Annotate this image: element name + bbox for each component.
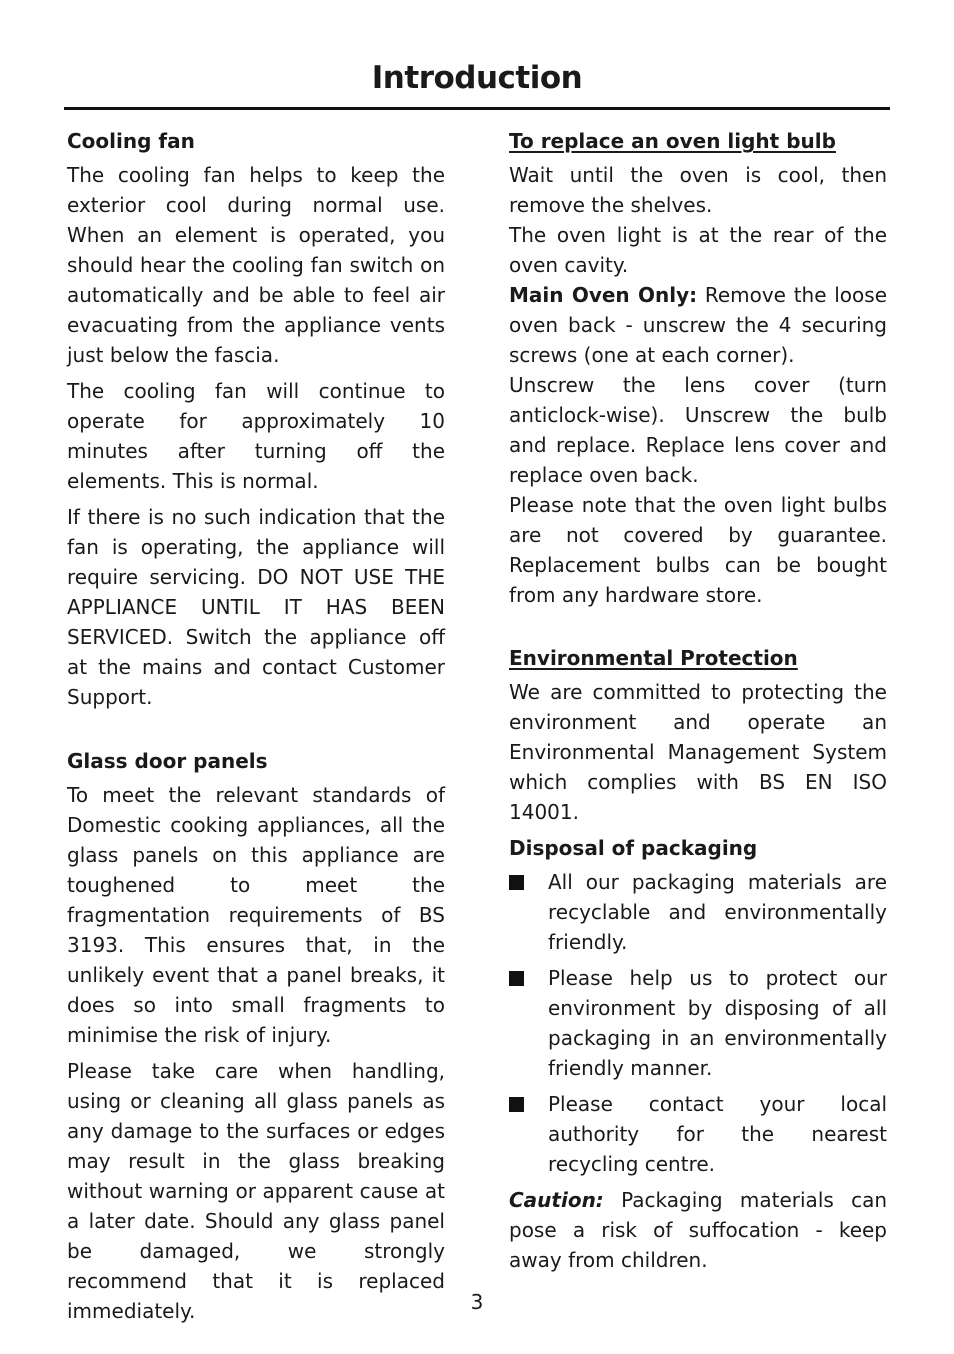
page-number: 3 [470,1290,484,1314]
packaging-list [509,867,887,1179]
square-bullet-icon [509,1097,524,1112]
oven-bulb-paragraph-3 [509,280,887,370]
glass-door-paragraph-1: To meet the relevant standards of Domestic cooking appliances, all the glass panels on this appliance are toughened to meet the fragmentation requirements of BS 3193. This ensures that, in the unlikely event that a panel breaks, it does so into small fragments to minimise the risk of injury. [67,783,445,1047]
packaging-heading: Disposal of packaging [509,836,758,860]
caution-label: Caution: [509,1188,604,1212]
glass-door-heading: Glass door panels [67,749,268,773]
oven-bulb-paragraph-2: The oven light is at the rear of the oven cavity. [509,223,887,277]
page-title: Introduction [371,60,583,96]
oven-bulb-heading: To replace an oven light bulb [509,129,836,153]
cooling-fan-paragraph-2: The cooling fan will continue to operate for approximately 10 minutes after turning off the elements. This is normal. [67,379,445,493]
square-bullet-icon [509,875,524,890]
square-bullet-icon [509,971,524,986]
environment-section [509,641,887,827]
glass-door-section [67,744,445,1326]
title-divider [64,107,890,110]
cooling-fan-paragraph-1: The cooling fan helps to keep the exterior cool during normal use. When an element is operated, you should hear the cooling fan switch on automatically and be able to feel air evacuating from the appliance vents just below the fascia. [67,163,445,367]
cooling-fan-heading: Cooling fan [67,129,195,153]
oven-bulb-section [509,124,887,610]
list-item [509,867,887,957]
list-item-text: Please contact your local authority for the nearest recycling centre. [548,1092,887,1176]
list-item [509,1089,887,1179]
main-oven-label: Main Oven Only: [509,283,698,307]
oven-bulb-paragraph-5: Please note that the oven light bulbs are not covered by guarantee. Replacement bulbs can be bought from any hardware store. [509,493,887,607]
list-item [509,963,887,1083]
main-oven-text: Remove the loose oven back - unscrew the 4 securing screws (one at each corner). [509,283,887,367]
right-column [509,124,887,1275]
glass-door-paragraph-2: Please take care when handling, using or cleaning all glass panels as any damage to the surfaces or edges may result in the glass breaking without warning or apparent cause at a later date. Should any glass panel be damaged, we strongly recommend that it is replaced immediately. [67,1059,445,1323]
list-item-text: Please help us to protect our environment by disposing of all packaging in an environmentally friendly manner. [548,966,887,1080]
left-column [67,124,445,1326]
packaging-section [509,831,887,1275]
cooling-fan-paragraph-3: If there is no such indication that the fan is operating, the appliance will require servicing. DO NOT USE THE APPLIANCE UNTIL IT HAS BEEN SERVICED. Switch the appliance off at the mains and contact Customer Support. [67,505,445,709]
environment-heading: Environmental Protection [509,646,798,670]
cooling-fan-section [67,124,445,712]
caution-text: Packaging materials can pose a risk of suffocation - keep away from children. [509,1188,887,1272]
caution-paragraph [509,1185,887,1275]
oven-bulb-paragraph-1: Wait until the oven is cool, then remove the shelves. [509,163,887,217]
oven-bulb-paragraph-4: Unscrew the lens cover (turn anticlock-wise). Unscrew the bulb and replace. Replace lens cover and replace oven back. [509,373,887,487]
environment-paragraph: We are committed to protecting the environment and operate an Environmental Management System which complies with BS EN ISO 14001. [509,680,887,824]
list-item-text: All our packaging materials are recyclable and environmentally friendly. [548,870,887,954]
